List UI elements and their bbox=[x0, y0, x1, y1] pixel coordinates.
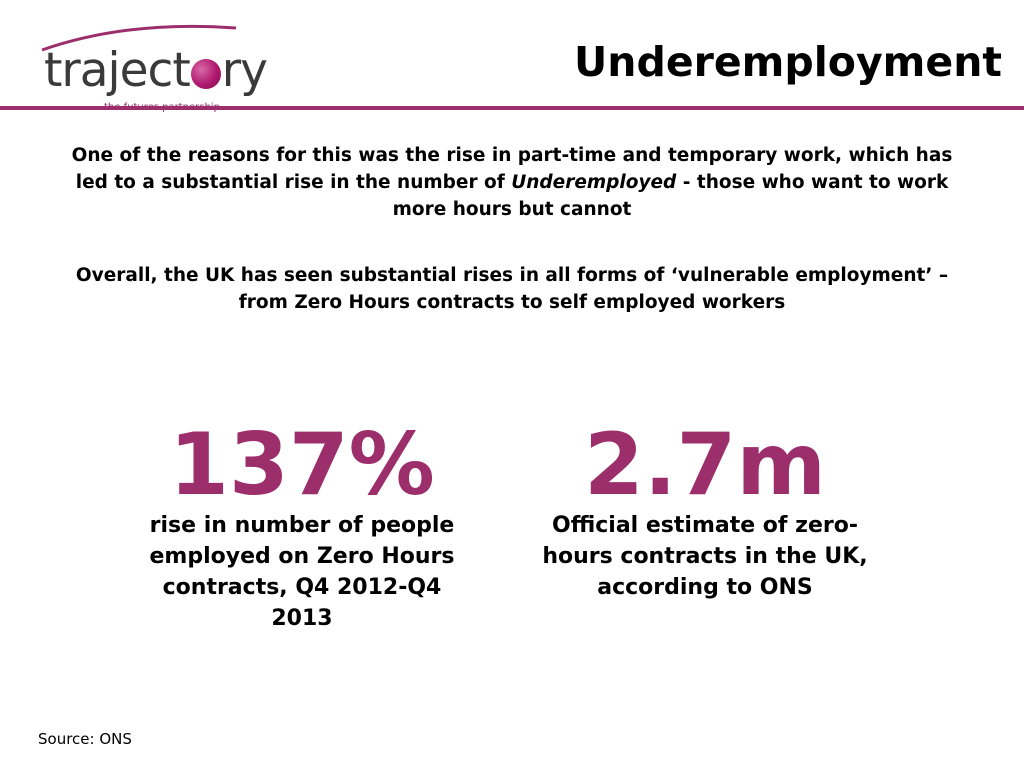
logo-wordmark bbox=[44, 43, 267, 98]
stat-zero-hours-rise bbox=[140, 415, 464, 634]
intro-text-start: One of the reasons for this was the rise in part-time and temporary work, which has led to a substantial rise in the number of bbox=[71, 145, 953, 193]
intro-text-end: - those who want to work more hours but cannot bbox=[392, 172, 949, 220]
source-note: Source: ONS bbox=[38, 730, 132, 748]
stat-description: Official estimate of zero-hours contracts in the UK, according to ONS bbox=[542, 513, 868, 600]
stat-description: rise in number of people employed on Zero Hours contracts, Q4 2012-Q4 2013 bbox=[149, 513, 455, 631]
logo-orb-icon bbox=[191, 59, 221, 89]
trajectory-logo bbox=[38, 24, 267, 100]
stat-zero-hours-estimate bbox=[540, 415, 870, 603]
header-divider bbox=[0, 106, 1024, 110]
intro-emphasis: Underemployed bbox=[511, 172, 677, 193]
stat-value: 137% bbox=[169, 415, 435, 515]
slide-title: Underemployment bbox=[574, 38, 1002, 86]
logo-wordmark-end: ry bbox=[221, 43, 267, 98]
stat-value: 2.7m bbox=[584, 415, 826, 515]
overall-paragraph: Overall, the UK has seen substantial rises in all forms of ‘vulnerable employment’ – from Zero Hours contracts to self employed workers bbox=[75, 265, 949, 313]
intro-paragraph bbox=[60, 142, 964, 223]
logo-wordmark-start: traject bbox=[44, 43, 190, 98]
